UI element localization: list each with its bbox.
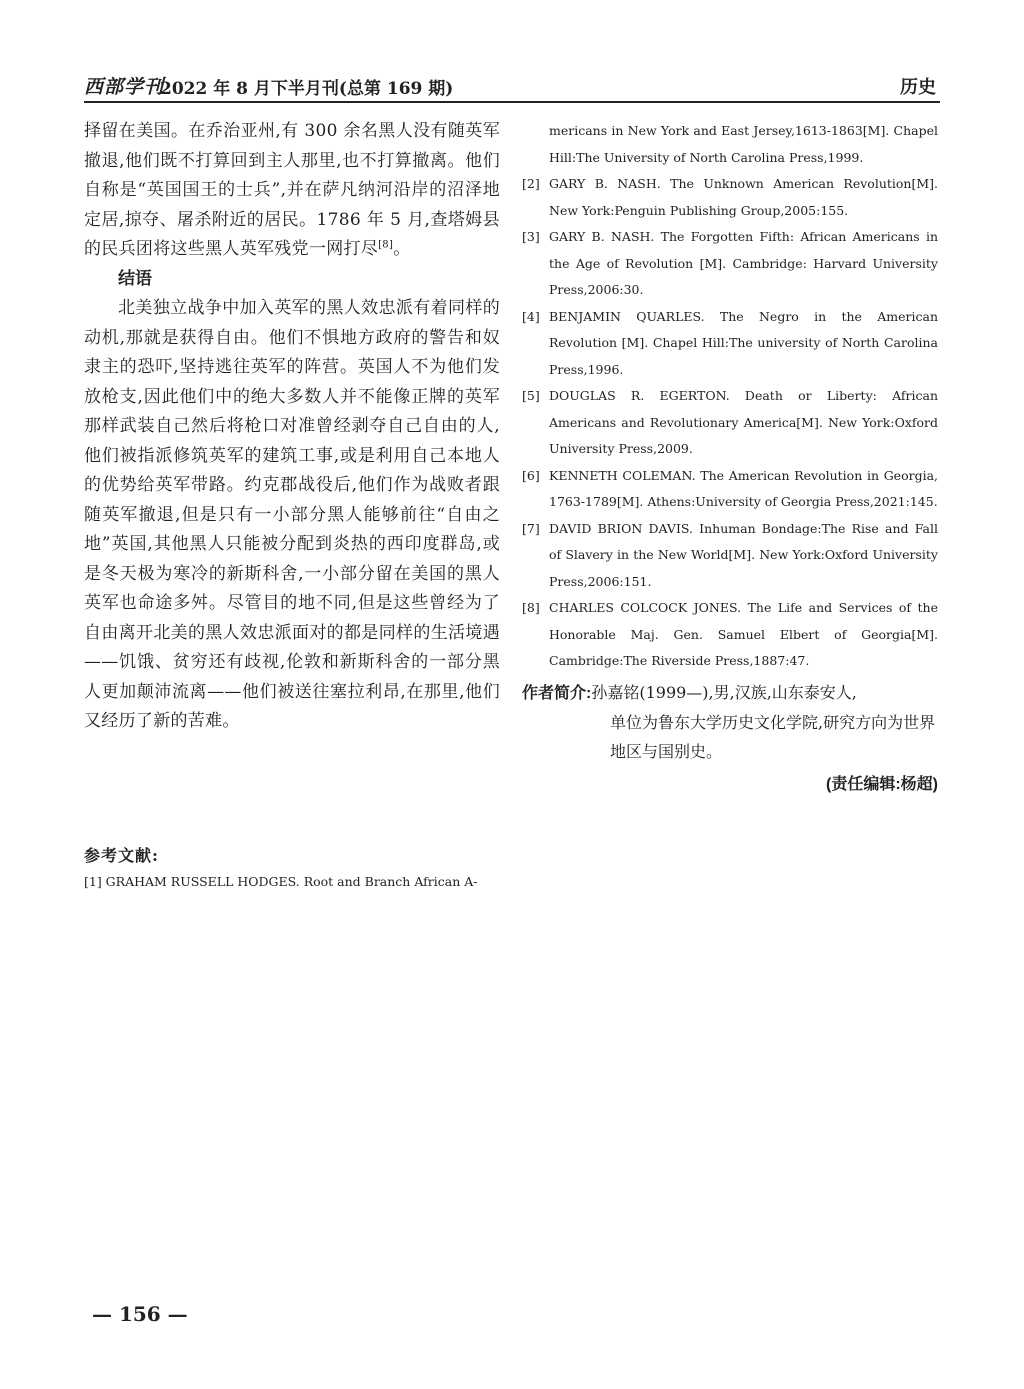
running-header <box>84 70 940 100</box>
reference-text: GARY B. NASH. The Forgotten Fifth: African Americans in the Age of Revolution [M]. Cambridge: Harvard University Press,2006:30. <box>549 229 938 297</box>
paragraph-text: 择留在美国。在乔治亚州,有 300 余名黑人没有随英军撤退,他们既不打算回到主人那里,也不打算撤离。他们自称是“英国国王的士兵”,并在萨凡纳河沿岸的沼泽地定居,掠夺、屠杀附近的居民。1786 年 5 月,查塔姆县的民兵团将这些黑人英军残党一网打尽 <box>84 121 500 259</box>
right-column <box>522 118 938 675</box>
reference-item <box>522 516 938 596</box>
reference-number: [4] <box>522 308 540 324</box>
conclusion-paragraph: 北美独立战争中加入英军的黑人效忠派有着同样的动机,那就是获得自由。他们不惧地方政府的警告和奴隶主的恐吓,坚持逃往英军的阵营。英国人不为他们发放枪支,因此他们中的绝大多数人并不能像正牌的英军那样武装自己然后将枪口对准曾经剥夺自己自由的人,他们被指派修筑英军的建筑工事,或是利用自己本地人的优势给英军带路。约克郡战役后,他们作为战败者跟随英军撤退,但是只有一小部分黑人能够前往“自由之地”英国,其他黑人只能被分配到炎热的西印度群岛,或是冬天极为寒冷的新斯科舍,一小部分留在美国的黑人英军也命途多舛。尽管目的地不同,但是这些曾经为了自由离开北美的黑人效忠派面对的都是同样的生活境遇——饥饿、贫穷还有歧视,伦敦和新斯科舍的一部分黑人更加颠沛流离——他们被送往塞拉利昂,在那里,他们又经历了新的苦难。 <box>84 298 500 731</box>
reference-number: [6] <box>522 467 540 483</box>
author-line1: 孙嘉铭(1999—),男,汉族,山东泰安人, <box>591 683 857 702</box>
reference-number: [8] <box>522 600 540 615</box>
issue-info: 2022 年 8 月下半月刊(总第 169 期) <box>160 79 454 99</box>
reference-text: GARY B. NASH. The Unknown American Revolution[M]. New York:Penguin Publishing Group,2005:155. <box>549 176 938 218</box>
reference-text: BENJAMIN QUARLES. The Negro in the American Revolution [M]. Chapel Hill:The university of North Carolina Press,1996. <box>549 308 938 377</box>
citation-superscript: [8] <box>378 239 394 251</box>
page-number: — 156 — <box>92 1302 188 1326</box>
reference-text: KENNETH COLEMAN. The American Revolution in Georgia, 1763-1789[M]. Athens:University of Georgia Press,2021:145. <box>549 467 938 509</box>
references-title: 参考文献: <box>84 846 159 865</box>
reference-number: [5] <box>522 388 540 403</box>
reference-item-1-start: [1] GRAHAM RUSSELL HODGES. Root and Branch African A- <box>84 874 478 889</box>
author-first-line <box>522 683 857 702</box>
reference-text: DAVID BRION DAVIS. Inhuman Bondage:The Rise and Fall of Slavery in the New World[M]. New York:Oxford University Press,2006:151. <box>549 520 938 589</box>
reference-item <box>522 383 938 463</box>
reference-item-1-continued: mericans in New York and East Jersey,1613-1863[M]. Chapel Hill:The University of North Carolina Press,1999. <box>549 123 938 165</box>
reference-item <box>522 171 938 224</box>
reference-number: [2] <box>522 176 540 191</box>
reference-text: CHARLES COLCOCK JONES. The Life and Services of the Honorable Maj. Gen. Samuel Elbert of Georgia[M]. Cambridge:The Riverside Press,1887:47. <box>549 600 938 668</box>
reference-number: [7] <box>522 520 540 536</box>
reference-text: DOUGLAS R. EGERTON. Death or Liberty: African Americans and Revolutionary America[M]. New York:Oxford University Press,2009. <box>549 388 938 456</box>
reference-item <box>522 463 938 516</box>
conclusion-heading: 结语 <box>118 268 152 289</box>
paragraph-continued <box>84 117 500 265</box>
responsible-editor: (责任编辑:杨超) <box>826 776 938 793</box>
reference-item <box>522 595 938 675</box>
journal-logo: 西部学刊 <box>84 76 165 98</box>
reference-item <box>522 224 938 304</box>
reference-item <box>522 304 938 384</box>
left-column <box>84 117 500 737</box>
section-label: 历史 <box>900 77 936 98</box>
paragraph-end: 。 <box>393 239 411 259</box>
header-rule <box>84 101 940 103</box>
author-details: 单位为鲁东大学历史文化学院,研究方向为世界地区与国别史。 <box>610 713 936 761</box>
author-introduction <box>522 678 938 766</box>
reference-number: [3] <box>522 229 540 244</box>
author-label: 作者简介: <box>522 685 592 702</box>
